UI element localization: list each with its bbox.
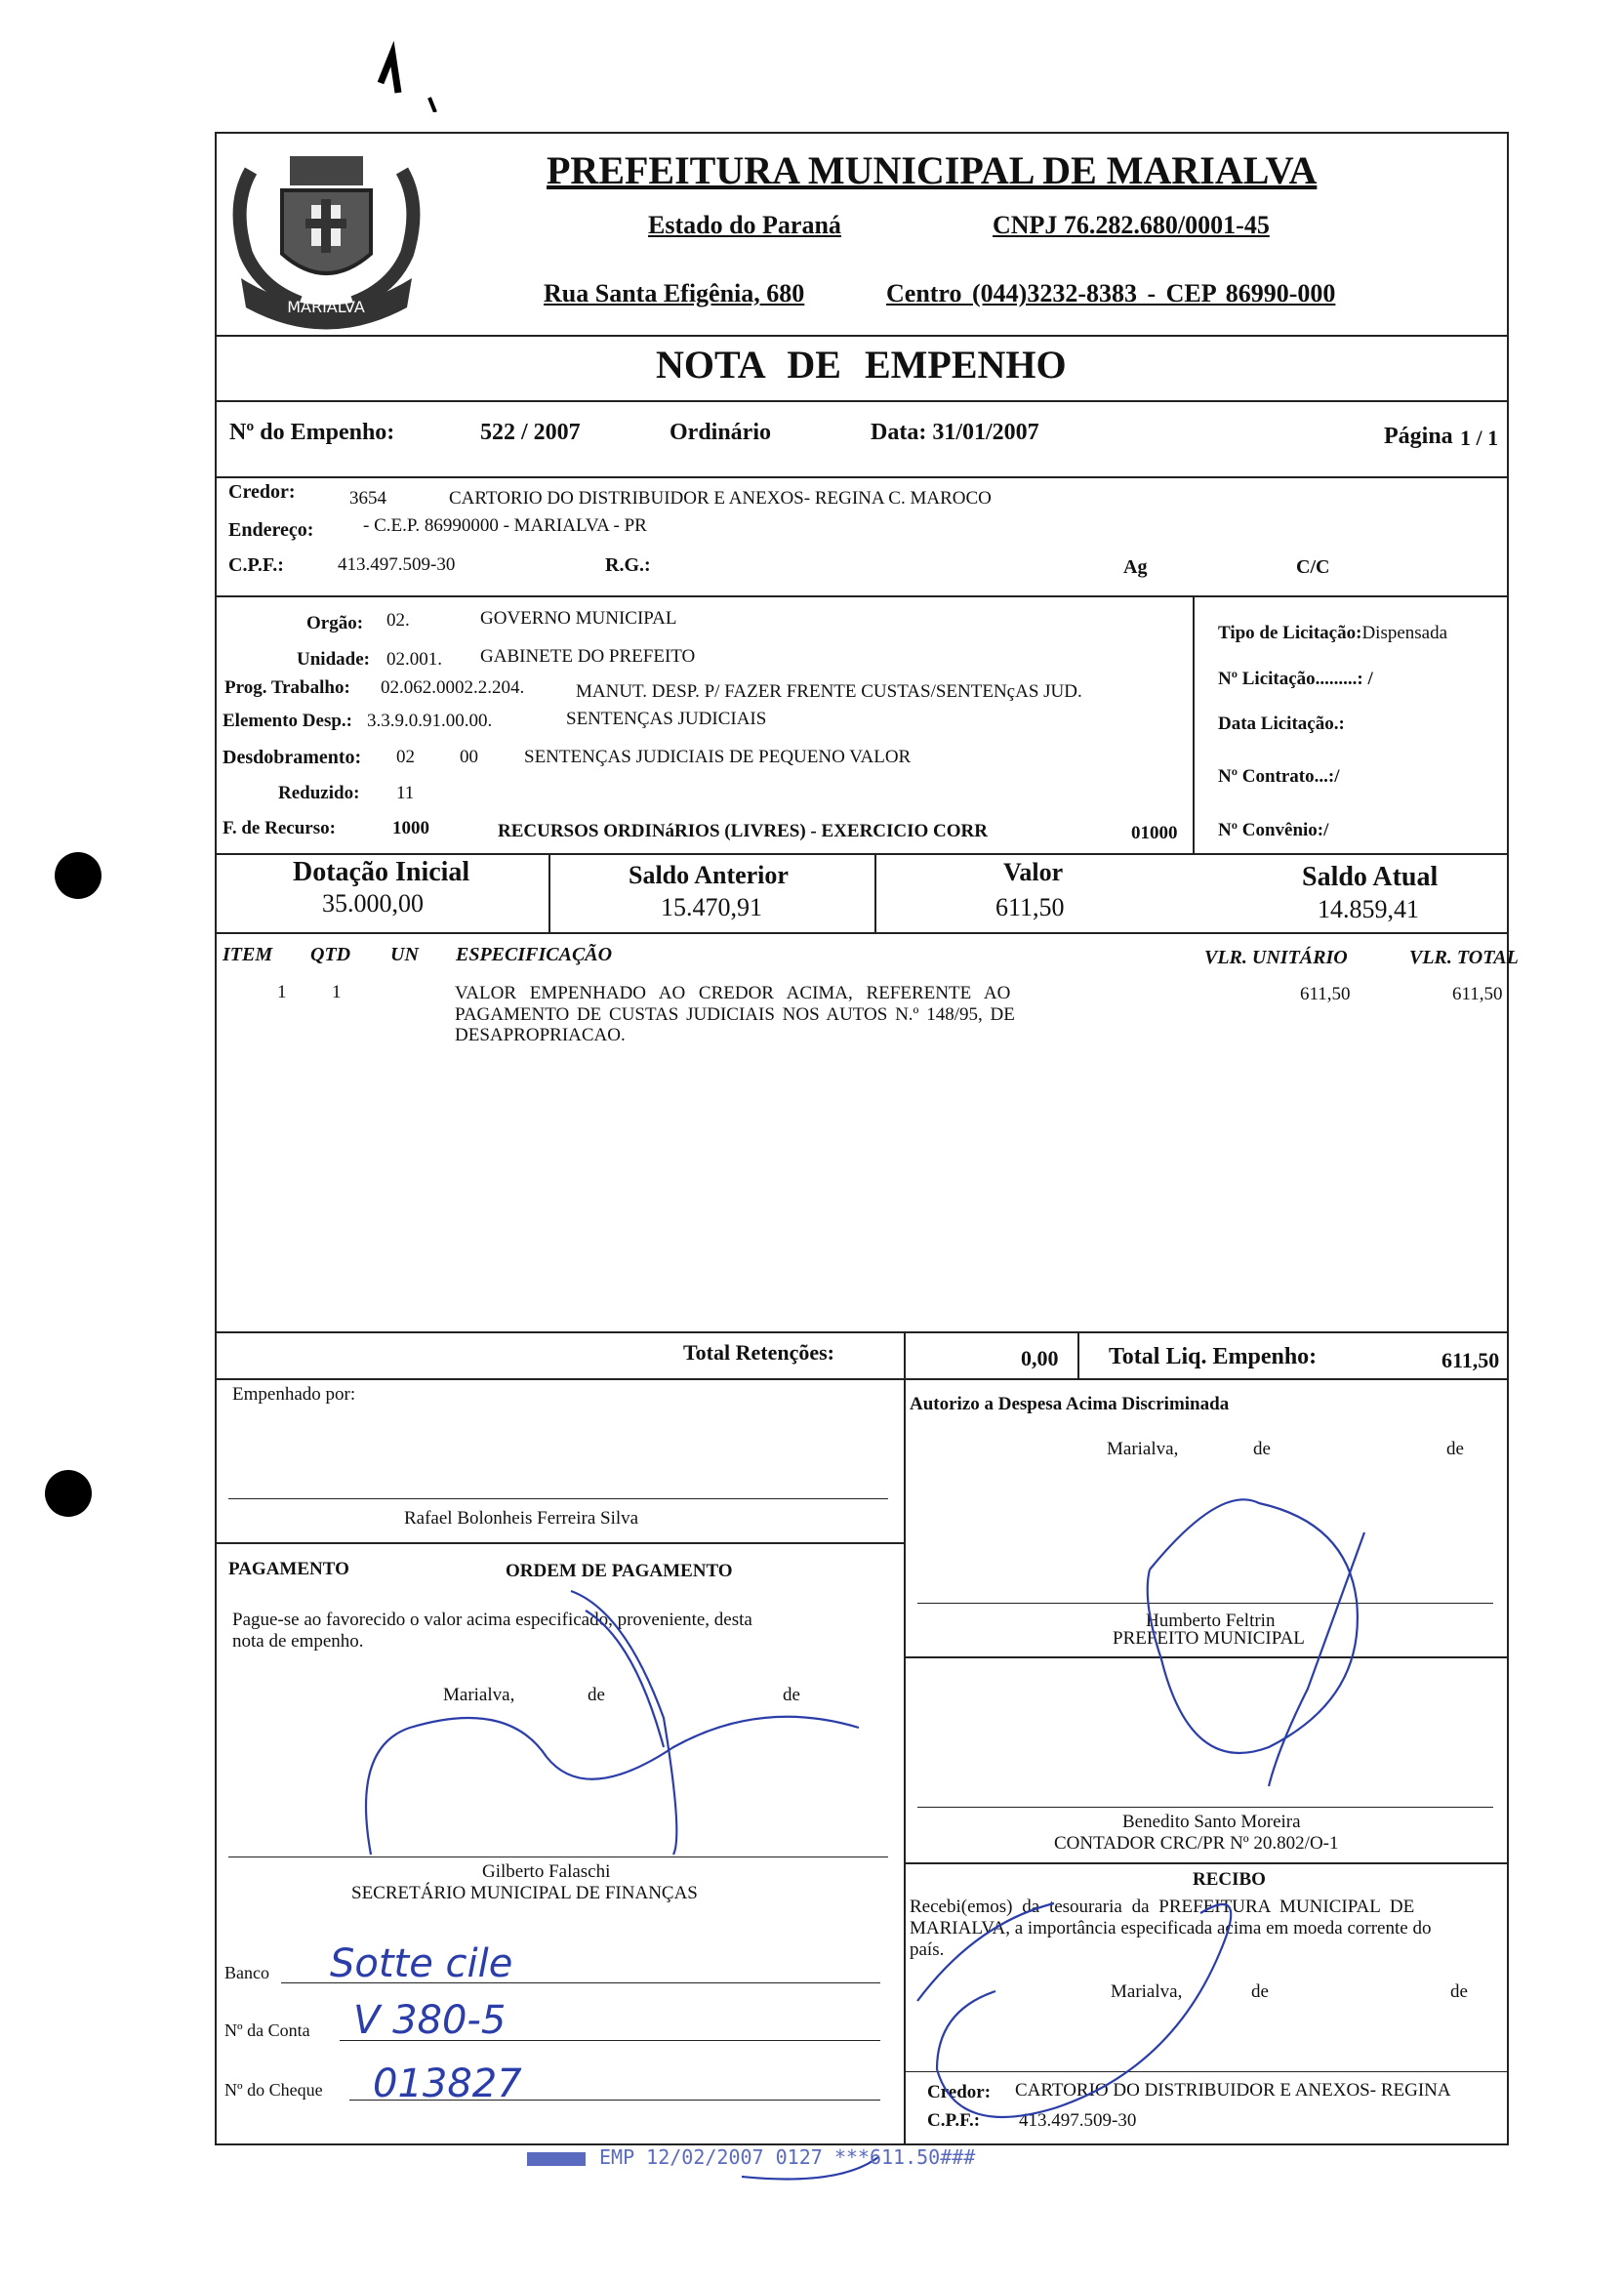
saldo-anterior-label: Saldo Anterior: [629, 861, 789, 889]
contador-name: Benedito Santo Moreira: [1122, 1812, 1301, 1832]
address-label: Rua Santa Efigênia, 680: [544, 279, 805, 307]
item-desc-line1: VALOR EMPENHADO AO CREDOR ACIMA, REFERENTE AO: [455, 983, 1011, 1003]
elemento-value: SENTENÇAS JUDICIAIS: [566, 709, 767, 729]
state-label: Estado do Paraná: [648, 211, 841, 239]
pagamento-text-line1: Pague-se ao favorecido o valor acima especificado, proveniente, desta: [232, 1610, 752, 1630]
ag-label: Ag: [1123, 556, 1148, 578]
coat-of-arms-text: MARIALVA: [287, 298, 365, 316]
banco-label: Banco: [224, 1963, 269, 1982]
col-qtd: QTD: [310, 944, 351, 965]
empenhado-por-name: Rafael Bolonheis Ferreira Silva: [404, 1508, 639, 1529]
empenho-type: Ordinário: [670, 420, 772, 445]
pagamento-label: PAGAMENTO: [228, 1559, 349, 1579]
address-rest-label: Centro (044)3232-8383 - CEP 86990-000: [886, 279, 1336, 307]
recibo-de1: de: [1251, 1981, 1269, 2002]
recurso-label: F. de Recurso:: [223, 818, 336, 838]
recibo-cpf-label: C.P.F.:: [927, 2110, 981, 2131]
col-un: UN: [390, 944, 419, 965]
prog-label: Prog. Trabalho:: [224, 677, 350, 698]
autorizo-city: Marialva,: [1107, 1439, 1179, 1459]
prog-value: MANUT. DESP. P/ FAZER FRENTE CUSTAS/SENTENçAS JUD.: [576, 681, 1082, 702]
item-unit-value: 611,50: [1300, 984, 1351, 1004]
endereco-value: - C.E.P. 86990000 - MARIALVA - PR: [363, 515, 647, 536]
recibo-credor-label: Credor:: [927, 2082, 992, 2102]
elemento-code: 3.3.9.0.91.00.00.: [367, 711, 493, 731]
desdobramento-label: Desdobramento:: [223, 747, 362, 768]
cc-label: C/C: [1296, 556, 1330, 578]
endereco-label: Endereço:: [228, 519, 314, 541]
contrato-number: Nº Contrato...:/: [1218, 766, 1340, 787]
ordem-pagamento-label: ORDEM DE PAGAMENTO: [506, 1561, 733, 1581]
item-qtd: 1: [332, 982, 342, 1002]
cheque-label: Nº do Cheque: [224, 2080, 323, 2100]
licitacao-tipo-label: Tipo de Licitação:: [1218, 623, 1362, 643]
empenhado-por-label: Empenhado por:: [232, 1384, 356, 1405]
empenho-date: Data: 31/01/2007: [871, 420, 1039, 445]
org-title: PREFEITURA MUNICIPAL DE MARIALVA: [547, 148, 1318, 192]
reduzido-label: Reduzido:: [278, 783, 360, 803]
recibo-credor-value: CARTORIO DO DISTRIBUIDOR E ANEXOS- REGINA: [1015, 2080, 1451, 2101]
orgao-value: GOVERNO MUNICIPAL: [480, 608, 677, 629]
autorizo-de2: de: [1446, 1439, 1464, 1459]
col-vlr-unitario: VLR. UNITÁRIO: [1204, 947, 1348, 968]
dotacao-inicial-value: 35.000,00: [322, 889, 424, 918]
rg-label: R.G.:: [605, 554, 651, 576]
col-vlr-total: VLR. TOTAL: [1409, 947, 1519, 968]
saldo-anterior-value: 15.470,91: [661, 893, 762, 921]
credor-name: CARTORIO DO DISTRIBUIDOR E ANEXOS- REGINA C. MAROCO: [449, 488, 992, 509]
convenio-number: Nº Convênio:/: [1218, 820, 1329, 840]
reduzido-value: 11: [396, 783, 415, 803]
saldo-atual-label: Saldo Atual: [1302, 862, 1439, 892]
saldo-atual-value: 14.859,41: [1318, 895, 1419, 923]
pagamento-de2: de: [783, 1685, 800, 1705]
pagamento-city: Marialva,: [443, 1685, 515, 1705]
valor-value: 611,50: [995, 893, 1065, 921]
recibo-label: RECIBO: [1193, 1869, 1266, 1890]
orgao-label: Orgão:: [306, 613, 364, 633]
prefeito-name: Humberto Feltrin: [1146, 1611, 1276, 1631]
item-total-value: 611,50: [1452, 984, 1503, 1004]
total-liquido-value: 611,50: [1441, 1348, 1500, 1372]
licitacao-number: Nº Licitação.........: /: [1218, 669, 1373, 689]
col-especificacao: ESPECIFICAÇÃO: [456, 944, 613, 965]
item-number: 1: [277, 982, 287, 1002]
conta-handwritten: V 380-5: [353, 1998, 507, 2043]
cnpj-label: CNPJ 76.282.680/0001-45: [993, 211, 1270, 239]
recibo-de2: de: [1450, 1981, 1468, 2002]
cpf-value: 413.497.509-30: [338, 554, 456, 575]
recibo-city: Marialva,: [1111, 1981, 1183, 2002]
pagamento-text-line2: nota de empenho.: [232, 1631, 364, 1652]
credor-code: 3654: [349, 488, 386, 509]
desdobramento-value: SENTENÇAS JUDICIAIS DE PEQUENO VALOR: [524, 747, 912, 767]
cheque-handwritten: 013827: [373, 2061, 522, 2106]
autorizo-label: Autorizo a Despesa Acima Discriminada: [910, 1394, 1230, 1414]
valor-label: Valor: [1003, 858, 1064, 886]
prog-code: 02.062.0002.2.204.: [381, 677, 525, 698]
recurso-code: 1000: [392, 818, 429, 838]
col-item: ITEM: [223, 944, 273, 965]
cpf-label: C.P.F.:: [228, 554, 284, 576]
contador-role: CONTADOR CRC/PR Nº 20.802/O-1: [1054, 1833, 1339, 1854]
recurso-value: RECURSOS ORDINáRIOS (LIVRES) - EXERCICIO CORR: [498, 821, 988, 841]
item-desc-line3: DESAPROPRIACAO.: [455, 1025, 626, 1045]
recibo-cpf-value: 413.497.509-30: [1019, 2110, 1137, 2131]
total-liquido-label: Total Liq. Empenho:: [1109, 1344, 1318, 1369]
licitacao-tipo-value: Dispensada: [1361, 623, 1448, 643]
recurso-code2: 01000: [1131, 823, 1178, 843]
page-label: Página: [1384, 424, 1453, 449]
empenho-number-label: Nº do Empenho:: [229, 420, 395, 445]
credor-label: Credor:: [228, 481, 296, 503]
stamp-mark-icon: [527, 2152, 586, 2166]
pagamento-de1: de: [588, 1685, 605, 1705]
dotacao-inicial-label: Dotação Inicial: [293, 857, 470, 887]
item-desc-line2: PAGAMENTO DE CUSTAS JUDICIAIS NOS AUTOS N.º 148/95, DE: [455, 1004, 1015, 1025]
licitacao-date: Data Licitação.:: [1218, 714, 1345, 734]
recibo-text-line2: MARIALVA, a importância especificada acima em moeda corrente do: [910, 1918, 1432, 1938]
conta-label: Nº da Conta: [224, 2020, 310, 2040]
desdobramento-code1: 02: [396, 747, 415, 767]
doc-title: NOTA DE EMPENHO: [656, 343, 1067, 387]
total-retencoes-label: Total Retenções:: [683, 1340, 834, 1365]
orgao-code: 02.: [386, 610, 410, 631]
empenho-number: 522 / 2007: [480, 420, 581, 445]
recibo-text-line1: Recebi(emos) da tesouraria da PREFEITURA MUNICIPAL DE: [910, 1897, 1415, 1917]
recibo-text-line3: país.: [910, 1939, 945, 1960]
secretario-role: SECRETÁRIO MUNICIPAL DE FINANÇAS: [351, 1883, 698, 1903]
total-retencoes-value: 0,00: [1021, 1346, 1059, 1370]
unidade-value: GABINETE DO PREFEITO: [480, 646, 696, 667]
stamp-text: EMP 12/02/2007 0127 ***611.50###: [599, 2145, 976, 2169]
banco-handwritten: Sotte cile: [330, 1941, 513, 1986]
desdobramento-code2: 00: [460, 747, 478, 767]
prefeito-role: PREFEITO MUNICIPAL: [1113, 1628, 1305, 1649]
unidade-label: Unidade:: [297, 649, 370, 670]
page-number: 1 / 1: [1460, 426, 1499, 450]
bottom-stamp: [527, 2145, 975, 2169]
autorizo-de1: de: [1253, 1439, 1271, 1459]
secretario-name: Gilberto Falaschi: [482, 1861, 611, 1882]
elemento-label: Elemento Desp.:: [223, 711, 352, 731]
unidade-code: 02.001.: [386, 649, 442, 670]
